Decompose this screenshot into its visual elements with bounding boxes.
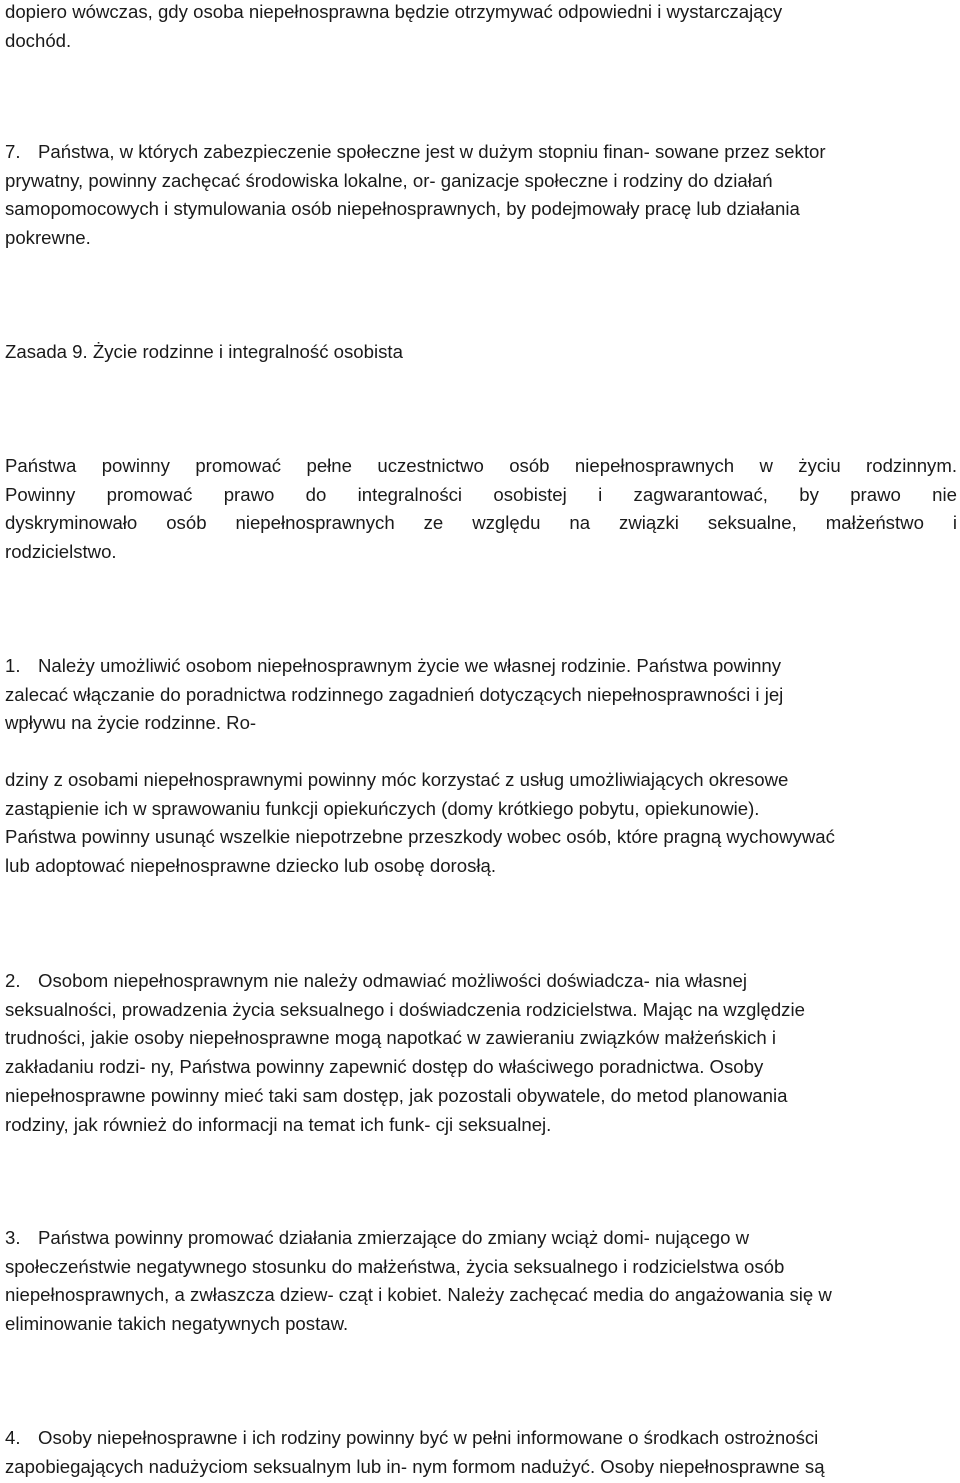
- text-line: [5, 652, 957, 681]
- point-2-paragraph: [5, 967, 957, 1139]
- point-number: 1.: [5, 655, 21, 676]
- text-line: społeczeństwie negatywnego stosunku do małżeństwa, życia seksualnego i rodzicielstwa osób: [5, 1255, 785, 1277]
- text-line: prywatny, powinny zachęcać środowiska lokalne, or- ganizacje społeczne i rodziny do działań: [5, 169, 773, 191]
- text-line: Państwa powinny usunąć wszelkie niepotrzebne przeszkody wobec osób, które pragną wychowywać: [5, 826, 835, 848]
- text-line: [5, 1424, 957, 1453]
- text-line-content: Osoby niepełnosprawne i ich rodziny powinny być w pełni informowane o środkach ostrożności: [38, 1427, 819, 1448]
- text-line-content: Osobom niepełnosprawnym nie należy odmawiać możliwości doświadcza- nia własnej: [38, 970, 747, 991]
- text-line: dziny z osobami niepełnosprawnymi powinny móc korzystać z usług umożliwiających okresowe: [5, 769, 789, 790]
- text-line: samopomocowych i stymulowania osób niepełnosprawnych, by podejmowały pracę lub działania: [5, 198, 800, 220]
- text-line: rodzicielstwo.: [5, 541, 117, 563]
- text-line: lub adoptować niepełnosprawne dziecko lub osobę dorosłą.: [5, 855, 497, 877]
- text-line: niepełnosprawnych, a zwłaszcza dziew- cząt i kobiet. Należy zachęcać media do angażowania się w: [5, 1284, 832, 1306]
- text-line: zakładaniu rodzi- ny, Państwa powinny zapewnić dostęp do właściwego poradnictwa. Osoby: [5, 1056, 764, 1078]
- text-line-content: Państwa powinny promować działania zmierzające do zmiany wciąż domi- nującego w: [38, 1227, 750, 1248]
- point-1-paragraph: [5, 652, 957, 738]
- section-heading: [5, 338, 957, 367]
- heading-text: Zasada 9. Życie rodzinne i integralność osobista: [5, 341, 403, 362]
- text-line: dochód.: [5, 29, 72, 51]
- point-number: 3.: [5, 1227, 21, 1248]
- text-line: [5, 138, 957, 167]
- text-line: pokrewne.: [5, 227, 91, 249]
- text-line: [5, 967, 957, 996]
- text-line: seksualności, prowadzenia życia seksualnego i doświadczenia rodzicielstwa. Mając na względzie: [5, 998, 805, 1020]
- point-number: 2.: [5, 970, 21, 991]
- point-1-continuation-paragraph: [5, 766, 957, 881]
- text-line: rodziny, jak również do informacji na temat ich funk- cji seksualnej.: [5, 1113, 552, 1135]
- text-line: Powinny promować prawo do integralności osobistej i zagwarantować, by prawo nie: [5, 483, 957, 505]
- text-line-content: Państwa, w których zabezpieczenie społeczne jest w dużym stopniu finan- sowane przez sektor: [38, 141, 826, 162]
- text-line: eliminowanie takich negatywnych postaw.: [5, 1313, 349, 1335]
- text-line: trudności, jakie osoby niepełnosprawne mogą napotkać w zawieraniu związków małżeńskich i: [5, 1027, 776, 1049]
- rule-9-intro-paragraph: [5, 452, 957, 567]
- point-3-paragraph: [5, 1224, 957, 1339]
- text-line: dopiero wówczas, gdy osoba niepełnosprawna będzie otrzymywać odpowiedni i wystarczający: [5, 1, 783, 22]
- text-line: wpływu na życie rodzinne. Ro-: [5, 712, 257, 734]
- text-line: niepełnosprawne powinny mieć taki sam dostęp, jak pozostali obywatele, do metod planowania: [5, 1084, 788, 1106]
- text-line: zalecać włączanie do poradnictwa rodzinnego zagadnień dotyczących niepełnosprawności i jej: [5, 683, 784, 705]
- text-line: Państwa powinny promować pełne uczestnictwo osób niepełnosprawnych w życiu rodzinnym.: [5, 455, 957, 476]
- intro-paragraph: [5, 0, 957, 55]
- text-line: dyskryminowało osób niepełnosprawnych ze względu na związki seksualne, małżeństwo i: [5, 512, 957, 534]
- point-number: 4.: [5, 1427, 21, 1448]
- text-line: [5, 1224, 957, 1253]
- text-line: zapobiegających nadużyciom seksualnym lub in- nym formom nadużyć. Osoby niepełnosprawne są: [5, 1455, 825, 1477]
- point-number: 7.: [5, 141, 21, 162]
- text-line: zastąpienie ich w sprawowaniu funkcji opiekuńczych (domy krótkiego pobytu, opiekunowie).: [5, 797, 760, 819]
- point-4-paragraph: [5, 1424, 957, 1481]
- point-7-paragraph: [5, 138, 957, 253]
- text-line-content: Należy umożliwić osobom niepełnosprawnym życie we własnej rodzinie. Państwa powinny: [38, 655, 782, 676]
